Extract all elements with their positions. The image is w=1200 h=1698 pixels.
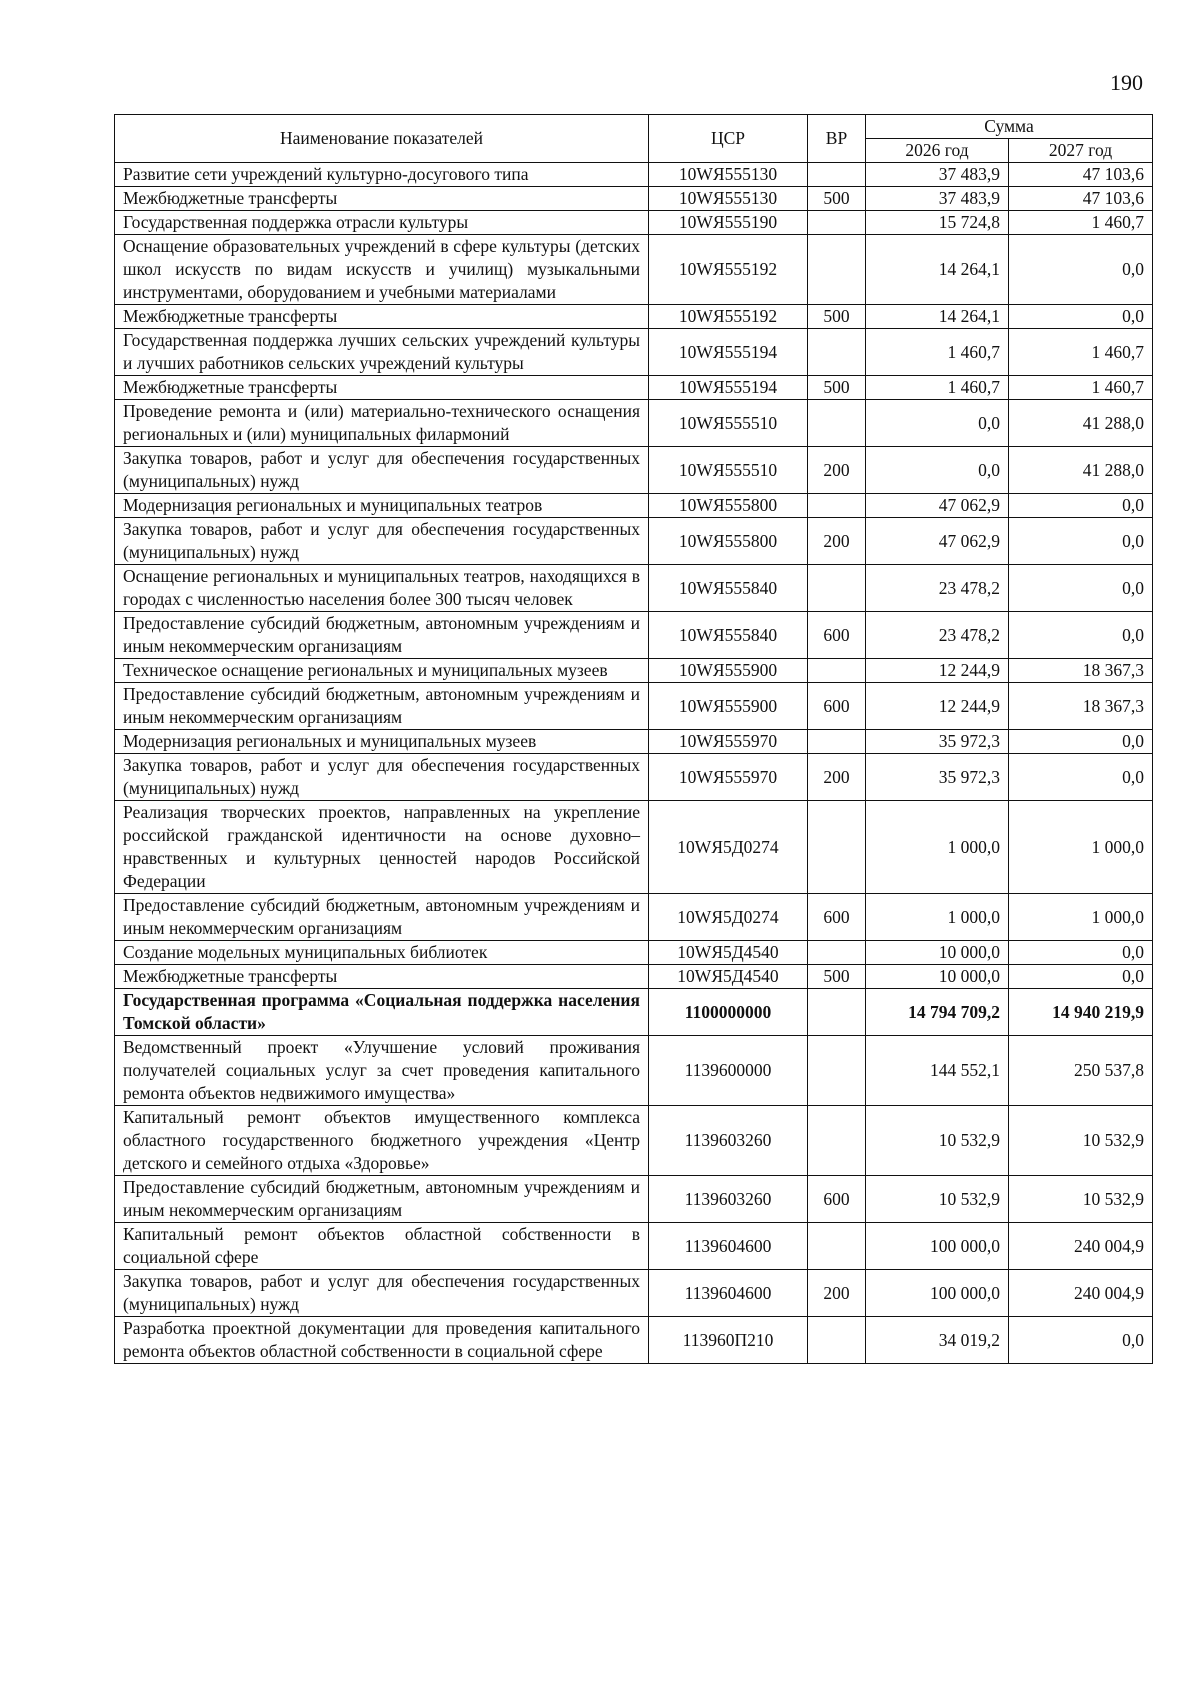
row-sum-2027: 250 537,8 — [1009, 1036, 1153, 1106]
row-sum-2026: 10 000,0 — [866, 965, 1009, 989]
row-name: Ведомственный проект «Улучшение условий проживания получателей социальных услуг за счет проведения капитального ремонта объектов недвижимого имущества» — [115, 1036, 649, 1106]
row-vr — [808, 494, 866, 518]
table-row — [115, 989, 1153, 1036]
table-row — [115, 163, 1153, 187]
table-row — [115, 1036, 1153, 1106]
row-code: 10WЯ555190 — [649, 211, 808, 235]
page-number: 190 — [1110, 70, 1143, 95]
row-name: Государственная поддержка лучших сельских учреждений культуры и лучших работников сельских учреждений культуры — [115, 329, 649, 376]
row-sum-2026: 1 000,0 — [866, 801, 1009, 894]
table-row — [115, 376, 1153, 400]
table-row — [115, 801, 1153, 894]
row-code: 1139603260 — [649, 1176, 808, 1223]
row-name: Развитие сети учреждений культурно-досугового типа — [115, 163, 649, 187]
row-vr — [808, 1223, 866, 1270]
row-code: 10WЯ555192 — [649, 305, 808, 329]
row-sum-2026: 14 264,1 — [866, 235, 1009, 305]
row-sum-2027: 0,0 — [1009, 754, 1153, 801]
table-row — [115, 305, 1153, 329]
table-row — [115, 518, 1153, 565]
row-sum-2027: 1 460,7 — [1009, 211, 1153, 235]
row-name: Оснащение образовательных учреждений в сфере культуры (детских школ искусств по видам искусств и училищ) музыкальными инструментами, оборудованием и учебными материалами — [115, 235, 649, 305]
row-code: 1139604600 — [649, 1223, 808, 1270]
row-vr: 200 — [808, 518, 866, 565]
row-sum-2026: 10 000,0 — [866, 941, 1009, 965]
row-sum-2027: 0,0 — [1009, 518, 1153, 565]
row-sum-2027: 0,0 — [1009, 965, 1153, 989]
row-code: 10WЯ555192 — [649, 235, 808, 305]
row-vr: 500 — [808, 187, 866, 211]
row-name: Предоставление субсидий бюджетным, автономным учреждениям и иным некоммерческим организациям — [115, 1176, 649, 1223]
row-code: 113960П210 — [649, 1317, 808, 1364]
row-sum-2027: 240 004,9 — [1009, 1223, 1153, 1270]
row-code: 10WЯ555970 — [649, 754, 808, 801]
row-sum-2026: 47 062,9 — [866, 518, 1009, 565]
row-sum-2027: 1 000,0 — [1009, 894, 1153, 941]
row-name: Модернизация региональных и муниципальных театров — [115, 494, 649, 518]
row-sum-2027: 1 000,0 — [1009, 801, 1153, 894]
row-sum-2027: 41 288,0 — [1009, 447, 1153, 494]
row-name: Предоставление субсидий бюджетным, автономным учреждениям и иным некоммерческим организациям — [115, 683, 649, 730]
row-sum-2026: 12 244,9 — [866, 683, 1009, 730]
row-code: 10WЯ555510 — [649, 447, 808, 494]
row-sum-2027: 41 288,0 — [1009, 400, 1153, 447]
row-vr — [808, 941, 866, 965]
row-vr — [808, 235, 866, 305]
row-name: Закупка товаров, работ и услуг для обеспечения государственных (муниципальных) нужд — [115, 1270, 649, 1317]
row-vr: 200 — [808, 1270, 866, 1317]
row-name: Межбюджетные трансферты — [115, 305, 649, 329]
row-name: Капитальный ремонт объектов областной собственности в социальной сфере — [115, 1223, 649, 1270]
row-sum-2026: 12 244,9 — [866, 659, 1009, 683]
table-row — [115, 612, 1153, 659]
row-name: Модернизация региональных и муниципальных музеев — [115, 730, 649, 754]
row-sum-2026: 1 460,7 — [866, 376, 1009, 400]
row-sum-2026: 100 000,0 — [866, 1223, 1009, 1270]
row-sum-2026: 14 794 709,2 — [866, 989, 1009, 1036]
row-sum-2026: 10 532,9 — [866, 1176, 1009, 1223]
table-row — [115, 1223, 1153, 1270]
table-row — [115, 329, 1153, 376]
row-code: 10WЯ5Д0274 — [649, 894, 808, 941]
row-vr — [808, 659, 866, 683]
row-code: 10WЯ5Д4540 — [649, 941, 808, 965]
row-code: 10WЯ555840 — [649, 565, 808, 612]
row-sum-2026: 47 062,9 — [866, 494, 1009, 518]
table-row — [115, 187, 1153, 211]
row-vr — [808, 989, 866, 1036]
row-vr — [808, 730, 866, 754]
row-code: 10WЯ555970 — [649, 730, 808, 754]
row-code: 10WЯ555510 — [649, 400, 808, 447]
row-vr: 200 — [808, 447, 866, 494]
header-year-2026: 2026 год — [866, 139, 1009, 163]
table-row — [115, 965, 1153, 989]
row-code: 10WЯ555800 — [649, 494, 808, 518]
row-sum-2026: 100 000,0 — [866, 1270, 1009, 1317]
row-sum-2026: 0,0 — [866, 400, 1009, 447]
row-code: 10WЯ555840 — [649, 612, 808, 659]
row-vr: 500 — [808, 965, 866, 989]
row-sum-2027: 47 103,6 — [1009, 163, 1153, 187]
row-sum-2027: 18 367,3 — [1009, 659, 1153, 683]
row-name: Создание модельных муниципальных библиотек — [115, 941, 649, 965]
row-sum-2026: 10 532,9 — [866, 1106, 1009, 1176]
row-vr — [808, 329, 866, 376]
row-sum-2027: 0,0 — [1009, 612, 1153, 659]
table-row — [115, 683, 1153, 730]
row-code: 1139604600 — [649, 1270, 808, 1317]
row-vr: 600 — [808, 683, 866, 730]
row-sum-2027: 47 103,6 — [1009, 187, 1153, 211]
table-row — [115, 1106, 1153, 1176]
row-name: Межбюджетные трансферты — [115, 376, 649, 400]
table-row — [115, 754, 1153, 801]
header-name: Наименование показателей — [115, 115, 649, 163]
row-sum-2027: 0,0 — [1009, 565, 1153, 612]
row-vr — [808, 1317, 866, 1364]
row-name: Реализация творческих проектов, направленных на укрепление российской гражданской идентичности на основе духовно–нравственных и культурных ценностей народов Российской Федерации — [115, 801, 649, 894]
row-vr: 200 — [808, 754, 866, 801]
row-name: Межбюджетные трансферты — [115, 187, 649, 211]
row-name: Закупка товаров, работ и услуг для обеспечения государственных (муниципальных) нужд — [115, 447, 649, 494]
row-code: 1139603260 — [649, 1106, 808, 1176]
row-vr: 500 — [808, 376, 866, 400]
table-row — [115, 565, 1153, 612]
row-name: Разработка проектной документации для проведения капитального ремонта объектов областной собственности в социальной сфере — [115, 1317, 649, 1364]
header-vr: ВР — [808, 115, 866, 163]
row-code: 10WЯ5Д0274 — [649, 801, 808, 894]
row-sum-2027: 10 532,9 — [1009, 1106, 1153, 1176]
header-year-2027: 2027 год — [1009, 139, 1153, 163]
table-row — [115, 494, 1153, 518]
row-sum-2027: 0,0 — [1009, 494, 1153, 518]
row-code: 10WЯ555130 — [649, 163, 808, 187]
row-code: 10WЯ5Д4540 — [649, 965, 808, 989]
row-sum-2026: 34 019,2 — [866, 1317, 1009, 1364]
row-code: 10WЯ555900 — [649, 659, 808, 683]
row-sum-2027: 0,0 — [1009, 1317, 1153, 1364]
table-header — [115, 115, 1153, 163]
row-vr — [808, 400, 866, 447]
row-sum-2026: 144 552,1 — [866, 1036, 1009, 1106]
row-name: Государственная программа «Социальная поддержка населения Томской области» — [115, 989, 649, 1036]
row-name: Государственная поддержка отрасли культуры — [115, 211, 649, 235]
table-row — [115, 1176, 1153, 1223]
table-row — [115, 235, 1153, 305]
row-vr — [808, 565, 866, 612]
header-code: ЦСР — [649, 115, 808, 163]
row-sum-2027: 1 460,7 — [1009, 329, 1153, 376]
row-code: 10WЯ555130 — [649, 187, 808, 211]
row-vr: 600 — [808, 612, 866, 659]
row-sum-2026: 1 000,0 — [866, 894, 1009, 941]
table-row — [115, 400, 1153, 447]
row-name: Предоставление субсидий бюджетным, автономным учреждениям и иным некоммерческим организациям — [115, 894, 649, 941]
row-name: Закупка товаров, работ и услуг для обеспечения государственных (муниципальных) нужд — [115, 754, 649, 801]
row-code: 10WЯ555900 — [649, 683, 808, 730]
row-sum-2027: 0,0 — [1009, 305, 1153, 329]
row-sum-2026: 14 264,1 — [866, 305, 1009, 329]
budget-table — [114, 114, 1153, 1364]
row-code: 1139600000 — [649, 1036, 808, 1106]
row-sum-2026: 0,0 — [866, 447, 1009, 494]
table-row — [115, 211, 1153, 235]
row-name: Проведение ремонта и (или) материально-технического оснащения региональных и (или) муниципальных филармоний — [115, 400, 649, 447]
row-sum-2026: 1 460,7 — [866, 329, 1009, 376]
row-vr — [808, 1036, 866, 1106]
table-row — [115, 941, 1153, 965]
row-code: 10WЯ555194 — [649, 329, 808, 376]
table-row — [115, 1270, 1153, 1317]
table-row — [115, 659, 1153, 683]
row-sum-2026: 23 478,2 — [866, 565, 1009, 612]
row-sum-2027: 0,0 — [1009, 235, 1153, 305]
row-sum-2027: 10 532,9 — [1009, 1176, 1153, 1223]
row-name: Оснащение региональных и муниципальных театров, находящихся в городах с численностью населения более 300 тысяч человек — [115, 565, 649, 612]
row-vr — [808, 163, 866, 187]
row-sum-2026: 35 972,3 — [866, 754, 1009, 801]
row-vr — [808, 801, 866, 894]
row-name: Капитальный ремонт объектов имущественного комплекса областного государственного бюджетного учреждения «Центр детского и семейного отдыха «Здоровье» — [115, 1106, 649, 1176]
row-sum-2027: 0,0 — [1009, 730, 1153, 754]
row-vr: 600 — [808, 1176, 866, 1223]
row-name: Закупка товаров, работ и услуг для обеспечения государственных (муниципальных) нужд — [115, 518, 649, 565]
row-name: Межбюджетные трансферты — [115, 965, 649, 989]
row-sum-2026: 37 483,9 — [866, 187, 1009, 211]
row-vr: 600 — [808, 894, 866, 941]
table-body — [115, 163, 1153, 1364]
row-sum-2026: 35 972,3 — [866, 730, 1009, 754]
row-vr — [808, 1106, 866, 1176]
table-row — [115, 447, 1153, 494]
row-sum-2027: 240 004,9 — [1009, 1270, 1153, 1317]
row-code: 10WЯ555194 — [649, 376, 808, 400]
row-sum-2026: 23 478,2 — [866, 612, 1009, 659]
table-row — [115, 1317, 1153, 1364]
table-row — [115, 894, 1153, 941]
row-sum-2026: 15 724,8 — [866, 211, 1009, 235]
row-vr: 500 — [808, 305, 866, 329]
row-vr — [808, 211, 866, 235]
row-sum-2026: 37 483,9 — [866, 163, 1009, 187]
table-row — [115, 730, 1153, 754]
row-sum-2027: 1 460,7 — [1009, 376, 1153, 400]
row-code: 1100000000 — [649, 989, 808, 1036]
row-name: Предоставление субсидий бюджетным, автономным учреждениям и иным некоммерческим организациям — [115, 612, 649, 659]
row-sum-2027: 0,0 — [1009, 941, 1153, 965]
row-sum-2027: 18 367,3 — [1009, 683, 1153, 730]
row-sum-2027: 14 940 219,9 — [1009, 989, 1153, 1036]
row-name: Техническое оснащение региональных и муниципальных музеев — [115, 659, 649, 683]
header-sum: Сумма — [866, 115, 1153, 139]
row-code: 10WЯ555800 — [649, 518, 808, 565]
